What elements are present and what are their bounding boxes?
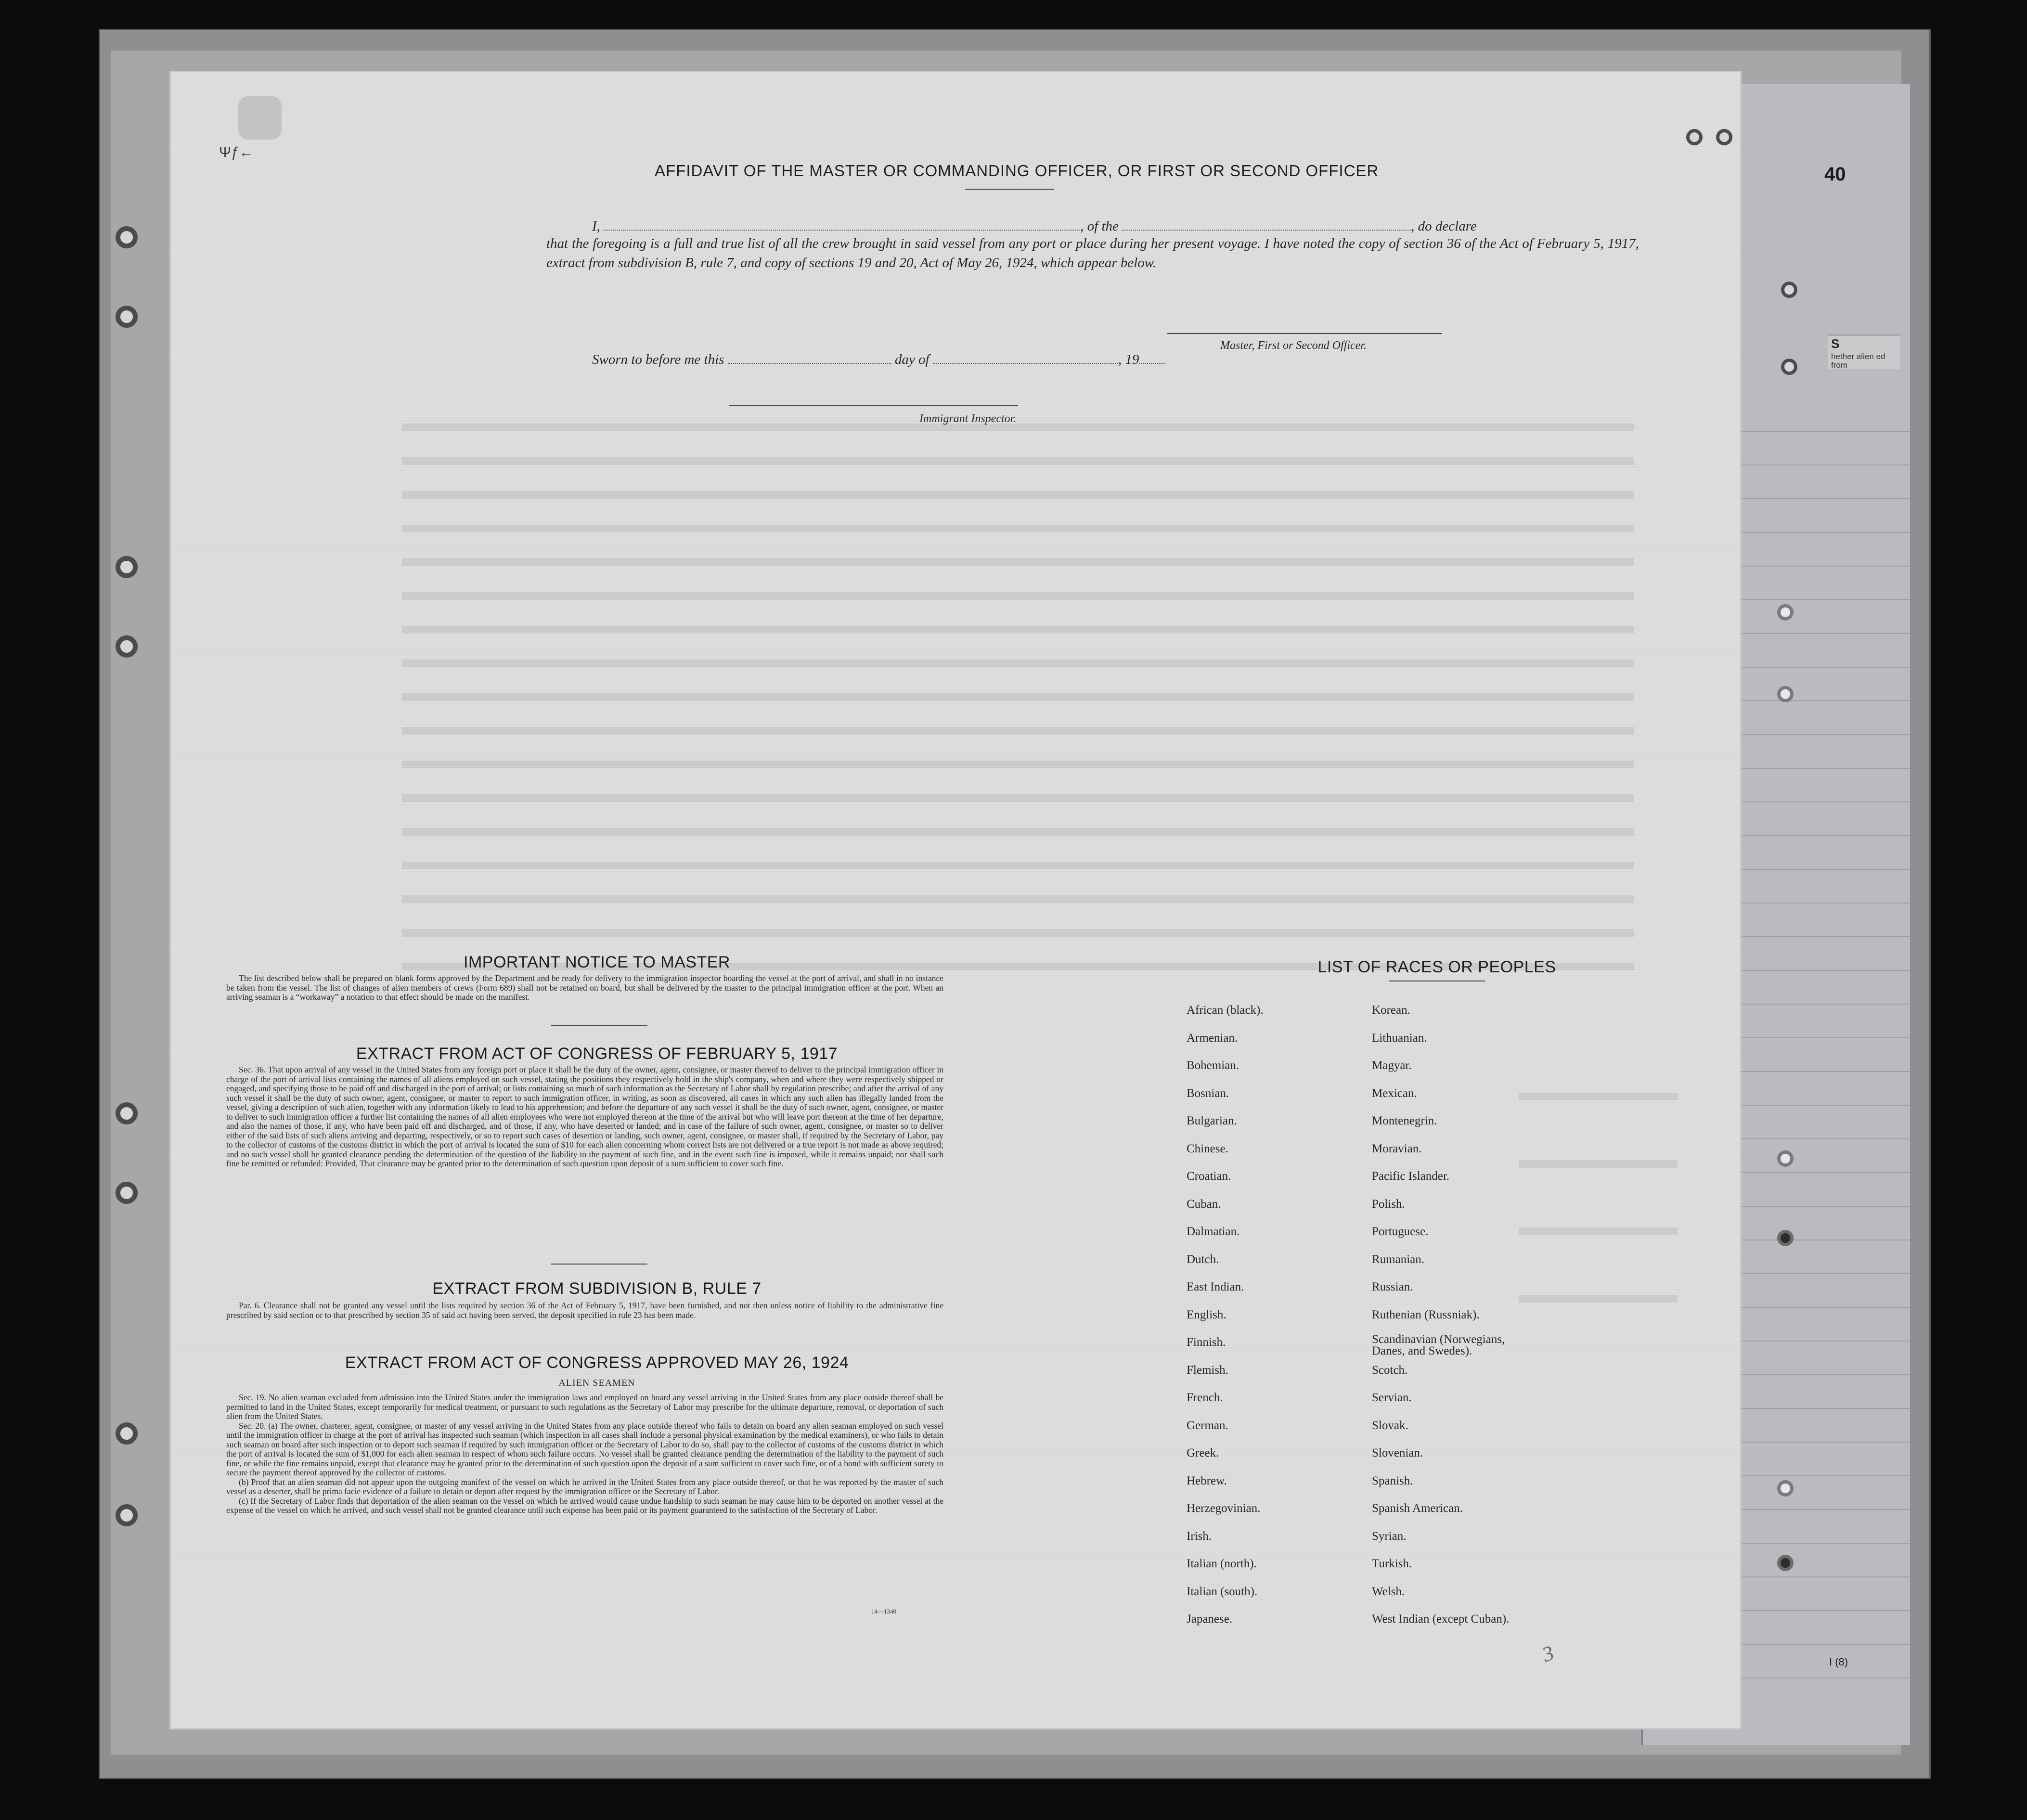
sworn-label: Sworn to before me this (592, 352, 724, 367)
alien-seamen-subheading: ALIEN SEAMEN (558, 1378, 635, 1388)
oath-body: that the foregoing is a full and true list of all the crew brought in said vessel from any port or place during her present voyage. I have noted the copy of section 36 of the Act of February 5, 1917, extract from subdivision B, rule 7, and copy of sections 19 and 20, Act of May 26, 1924, which appear below. (546, 236, 1639, 271)
race-item: Greek. (1187, 1446, 1219, 1459)
affidavit-title: AFFIDAVIT OF THE MASTER OR COMMANDING OFFICER, OR FIRST OR SECOND OFFICER (655, 162, 1379, 180)
race-item: Flemish. (1187, 1363, 1228, 1377)
section-rule (551, 1025, 647, 1026)
binder-hole-right (1686, 129, 1703, 145)
binder-hole-right (1777, 1230, 1794, 1246)
binder-hole-right (1777, 1150, 1794, 1167)
race-item: Japanese. (1187, 1613, 1233, 1626)
race-item: French. (1187, 1391, 1223, 1404)
race-item: Servian. (1372, 1391, 1412, 1404)
notice-text (226, 974, 943, 1002)
race-item: Scotch. (1372, 1363, 1408, 1377)
bleed-through-row (402, 457, 1634, 465)
race-item: Dalmatian. (1187, 1225, 1240, 1238)
binder-hole (116, 1182, 138, 1204)
title-rule (965, 189, 1054, 190)
bleed-through-row (1519, 1295, 1678, 1303)
race-item: Italian (north). (1187, 1557, 1257, 1570)
race-item: Pacific Islander. (1372, 1170, 1450, 1183)
race-item: Italian (south). (1187, 1585, 1258, 1598)
race-item: Dutch. (1187, 1252, 1219, 1266)
race-item: Herzegovinian. (1187, 1502, 1261, 1515)
page-number: 40 (1824, 164, 1846, 185)
sworn-line (592, 350, 1165, 369)
extract-rule7-text (226, 1301, 943, 1320)
bleed-through-row (402, 592, 1634, 600)
race-item: Ruthenian (Russniak). (1372, 1308, 1480, 1321)
race-item: Turkish. (1372, 1557, 1412, 1570)
bleed-through-row (402, 491, 1634, 499)
race-item: Spanish. (1372, 1474, 1413, 1487)
vessel-blank (1122, 218, 1411, 231)
binder-hole (116, 1102, 138, 1124)
race-item: Magyar. (1372, 1059, 1412, 1072)
bleed-through-row (402, 794, 1634, 802)
notice-heading: IMPORTANT NOTICE TO MASTER (464, 953, 730, 971)
race-item: East Indian. (1187, 1280, 1244, 1293)
race-item: Moravian. (1372, 1142, 1422, 1155)
form-number: 14—1340 (871, 1608, 896, 1615)
binder-hole (116, 556, 138, 578)
extract-1924-text (226, 1393, 943, 1515)
sheet-fragment-text: hether alien ed from (1831, 352, 1885, 370)
binder-hole (116, 1504, 138, 1526)
race-item: African (black). (1187, 1004, 1264, 1017)
master-signature-caption: Master, First or Second Officer. (1220, 339, 1367, 352)
race-item: Bulgarian. (1187, 1114, 1237, 1127)
binder-hole-right (1777, 686, 1794, 702)
binder-hole-right (1777, 1555, 1794, 1571)
day-of-label: day of (894, 352, 930, 367)
race-item: Russian. (1372, 1280, 1413, 1293)
bleed-through-row (402, 761, 1634, 768)
oath-line-1 (592, 217, 1651, 236)
sec-20a-paragraph: Sec. 20. (a) The owner, charterer, agent, consignee, or master of any vessel arriving in the United States from any place outside thereof who fails to detain on board any alien seaman employed on such vessel until the immigration officer in charge at the port of arrival has inspected such seaman (which inspection in all cases shall include a personal physical examination by the medical examiners), or who fails to detain such seaman on board after such inspection or to deport such seaman if required by such immigration officer or the Secretary of Labor to do so, shall pay to the collector of customs of the customs district in which the port of arrival is located the sum of $1,000 for each alien seaman in respect of whom such failure occurs. No vessel shall be granted clearance pending the determination of the liability to the payment of such fine, or while the fine remains unpaid, except that clearance may be granted prior to the determination of such question upon the deposit of a sum sufficient to cover such fine, or of a bond with sufficient surety to secure the payment thereof approved by the collector of customs. (226, 1420, 943, 1477)
i-label: I, (592, 219, 600, 234)
inspector-signature-line (729, 405, 1018, 406)
binder-hole (116, 1422, 138, 1445)
race-item: Montenegrin. (1372, 1114, 1437, 1127)
race-item: Slovenian. (1372, 1446, 1423, 1459)
bleed-through-row (402, 862, 1634, 869)
master-signature-line (1167, 333, 1442, 334)
bleed-through-row (402, 693, 1634, 701)
bleed-through-row (1519, 1227, 1678, 1235)
name-blank (604, 218, 1080, 231)
top-left-stain (238, 96, 282, 140)
day-blank (728, 351, 891, 364)
bleed-through-row (1519, 1160, 1678, 1168)
binder-hole (116, 306, 138, 328)
month-blank (933, 351, 1118, 364)
year-label: , 19 (1118, 352, 1139, 367)
race-item: Finnish. (1187, 1336, 1226, 1349)
binder-hole-right (1781, 282, 1797, 298)
sec-20b-paragraph: (b) Proof that an alien seaman did not appear upon the outgoing manifest of the vessel on which he arrived in the United States from any place outside thereof, or that he was reported by the master of such vessel as a deserter, shall be prima facie evidence of a failure to detain or deport after request by the immigration officer or the Secretary of Labor. (226, 1477, 943, 1496)
extract-rule7-heading: EXTRACT FROM SUBDIVISION B, RULE 7 (432, 1279, 762, 1298)
extract-1917-heading: EXTRACT FROM ACT OF CONGRESS OF FEBRUARY 5, 1917 (356, 1045, 838, 1063)
race-item: Armenian. (1187, 1031, 1238, 1045)
race-item: German. (1187, 1419, 1228, 1432)
section-rule (551, 1264, 647, 1265)
race-item: Irish. (1187, 1529, 1212, 1543)
race-item: Chinese. (1187, 1142, 1228, 1155)
race-item: Rumanian. (1372, 1252, 1425, 1266)
extract-1917-paragraph: Sec. 36. That upon arrival of any vessel in the United States from any foreign port or place it shall be the duty of the owner, agent, consignee, or master thereof to deliver to the principal immigration officer in charge of the port of arrival lists containing the names of all aliens employed on such vessel, stating the positions they respectively hold in the ship's company, when and where they were respectively shipped or engaged, and specifying those to be paid off and discharged in the port of arrival; or lists containing so much of such information as the Secretary of Labor shall by regulation prescribe; and after the arrival of any such vessel it shall be the duty of such owner, agent, consignee, or master to report to such immigration officer, in writing, as soon as discovered, all cases in which any such alien has illegally landed from the vessel, giving a description of such alien, together with any information likely to lead to his apprehension; and before the departure of any such vessel it shall be the duty of such owner, agent, consignee, or master to deliver to such immigration officer a further list containing the names of all alien employees who were not employed thereon at the time of the arrival but who will leave port thereon at the time of her departure, and also the names of those, if any, who have been paid off and discharged, and of those, if any, who have deserted or landed; and in case of the failure of such owner, agent, consignee, or master so to deliver either of the said lists of such aliens arriving and departing, respectively, or so to report such cases of desertion or landing, such owner, agent, consignee, or master shall, if required by the Secretary of Labor, pay to the collector of customs of the customs district in which the port of arrival is located the sum of $10 for each alien concerning whom correct lists are not delivered or a true report is not made as above required; and no such vessel shall be granted clearance pending the determination of the question of the liability to the payment of such fine, and in the event such fine is imposed, while it remains unpaid; nor shall such fine be remitted or refunded: Provided, That clearance may be granted prior to the determination of such question upon deposit of a sum sufficient to cover such fine. (226, 1065, 943, 1168)
bleed-through-row (402, 558, 1634, 566)
binder-hole (116, 226, 138, 248)
pencil-mark: 3 (1539, 1640, 1557, 1667)
notice-paragraph: The list described below shall be prepared on blank forms approved by the Department and be ready for delivery to the immigration inspector boarding the vessel at the port of arrival, and shall in no instance be taken from the vessel. The list of changes of alien members of crews (Form 689) shall not be retained on board, but shall be delivered by the master to the principal immigration officer at the port. When an arriving seaman is a “workaway” a notation to that effect should be made on the manifest. (226, 973, 943, 1002)
bleed-through-row (402, 895, 1634, 903)
race-item: Hebrew. (1187, 1474, 1227, 1487)
bleed-through-row (402, 828, 1634, 836)
race-item: Bohemian. (1187, 1059, 1239, 1072)
binder-hole-right (1781, 359, 1797, 375)
extract-1917-text (226, 1065, 943, 1169)
sheet-fragment-letter: S (1831, 336, 1840, 351)
race-item: Polish. (1372, 1197, 1405, 1211)
bottom-right-mark: I (8) (1829, 1656, 1848, 1668)
race-item: West Indian (except Cuban). (1372, 1613, 1510, 1626)
year-blank (1139, 351, 1165, 364)
race-item: Scandinavian (Norwegians, Danes, and Swedes). (1372, 1333, 1505, 1357)
race-item: Welsh. (1372, 1585, 1405, 1598)
race-item: Mexican. (1372, 1086, 1417, 1100)
binder-hole-right (1716, 129, 1732, 145)
sec-20c-paragraph: (c) If the Secretary of Labor finds that deportation of the alien seaman on the vessel on which he arrived would cause undue hardship to such seaman he may cause him to be deported on another vessel at the expense of the vessel on which he arrived, and such vessel shall not be granted clearance until such expense has been paid or its payment guaranteed to the satisfaction of the Secretary of Labor. (226, 1496, 943, 1515)
race-item: Lithuanian. (1372, 1031, 1427, 1045)
do-declare-label: , do declare (1411, 219, 1477, 234)
bleed-through-row (402, 929, 1634, 937)
race-item: Spanish American. (1372, 1502, 1463, 1515)
manifest-header-cell (1828, 335, 1900, 369)
bleed-through-row (402, 626, 1634, 633)
extract-rule7-paragraph: Par. 6. Clearance shall not be granted any vessel until the lists required by section 36 of the Act of February 5, 1917, have been furnished, and not then unless notice of liability to the administrative fine prescribed by said section or to that prescribed by section 35 of said act having been served, the deposit specified in rule 23 has been made. (226, 1301, 943, 1320)
race-item: Slovak. (1372, 1419, 1408, 1432)
race-item: Croatian. (1187, 1170, 1231, 1183)
extract-1924-heading: EXTRACT FROM ACT OF CONGRESS APPROVED MAY 26, 1924 (345, 1354, 849, 1372)
race-item: Bosnian. (1187, 1086, 1229, 1100)
race-item: English. (1187, 1308, 1227, 1321)
bleed-through-row (402, 727, 1634, 735)
top-left-mark: Ψƒ← (219, 144, 254, 160)
binder-hole-right (1777, 1480, 1794, 1497)
inspector-signature-caption: Immigrant Inspector. (919, 413, 1017, 425)
race-item: Syrian. (1372, 1529, 1407, 1543)
bleed-through-row (402, 525, 1634, 532)
races-heading: LIST OF RACES OR PEOPLES (1317, 958, 1556, 976)
affidavit-page (171, 72, 1740, 1728)
race-item: Cuban. (1187, 1197, 1221, 1211)
race-item: Korean. (1372, 1004, 1410, 1017)
binder-hole (116, 635, 138, 658)
binder-hole-right (1777, 604, 1794, 620)
race-item: Portuguese. (1372, 1225, 1429, 1238)
bleed-through-row (1519, 1093, 1678, 1100)
bleed-through-row (402, 659, 1634, 667)
bleed-through-row (402, 424, 1634, 431)
sec-19-paragraph: Sec. 19. No alien seaman excluded from admission into the United States under the immigration laws and employed on board any vessel arriving in the United States from any place outside thereof shall be permitted to land in the United States, except temporarily for medical treatment, or pursuant to such regulations as the Secretary of Labor may prescribe for the ultimate departure, removal, or deportation of such alien from the United States. (226, 1393, 943, 1421)
of-the-label: , of the (1080, 219, 1119, 234)
